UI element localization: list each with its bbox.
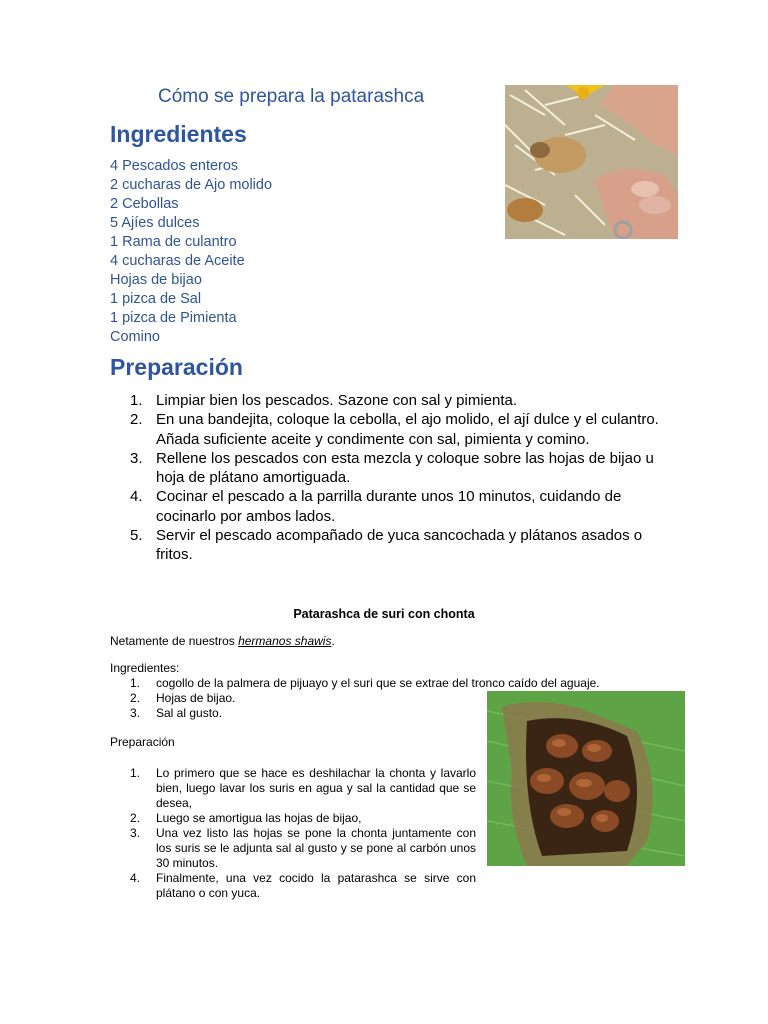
- list-item: 2. Hojas de bijao.: [130, 691, 236, 705]
- fish-filling-photo: [505, 85, 678, 239]
- preparation-steps: [130, 391, 660, 565]
- recipe-title: Cómo se prepara la patarashca: [158, 86, 425, 107]
- list-item: 4. Cocinar el pescado a la parrilla durante unos 10 minutos, cuidando de cocinarlo por ambos lados.: [130, 488, 622, 525]
- hermanos-shawis-link: hermanos shawis: [238, 634, 332, 648]
- list-item: 5. Servir el pescado acompañado de yuca sancochada y plátanos asados o fritos.: [130, 527, 643, 564]
- list-item: 1. cogollo de la palmera de pijuayo y el suri que se extrae del tronco caído del aguaje.: [130, 676, 600, 690]
- suri-patarashca-photo: [487, 691, 685, 866]
- list-item: 4 cucharas de Aceite: [110, 253, 245, 269]
- second-recipe-title: Patarashca de suri con chonta: [293, 607, 475, 621]
- ingredients-heading: Ingredientes: [110, 121, 247, 147]
- intro-text: Netamente de nuestros hermanos shawis.: [110, 634, 335, 648]
- list-item: 2 cucharas de Ajo molido: [110, 177, 273, 193]
- list-item: 5 Ajíes dulces: [110, 215, 200, 231]
- list-item: 2 Cebollas: [110, 196, 179, 212]
- list-item: Hojas de bijao: [110, 272, 202, 288]
- list-item: 2. Luego se amortigua las hojas de bijao,: [130, 811, 362, 825]
- second-preparation-steps: [130, 766, 476, 901]
- ingredients-label: Ingredientes:: [110, 661, 180, 675]
- list-item: Comino: [110, 329, 160, 345]
- ingredients-list: [110, 157, 272, 347]
- list-item: 2. En una bandejita, coloque la cebolla, el ajo molido, el ají dulce y el culantro. Añada suficiente aceite y condimente con sal, pimienta y comino.: [130, 411, 659, 448]
- preparation-label: Preparación: [110, 735, 175, 749]
- list-item: 1. Lo primero que se hace es deshilachar la chonta y lavarlo bien, luego lavar los suris en agua y sal la cantidad que se desea,: [130, 766, 476, 810]
- list-item: 3. Rellene los pescados con esta mezcla y coloque sobre las hojas de bijao u hoja de plátano amortiguada.: [130, 449, 654, 487]
- list-item: 1. Limpiar bien los pescados. Sazone con sal y pimienta.: [130, 392, 518, 409]
- list-item: 1 pizca de Sal: [110, 291, 202, 307]
- list-item: 4. Finalmente, una vez cocido la patarashca se sirve con plátano o con yuca.: [130, 871, 476, 900]
- list-item: 1 pizca de Pimienta: [110, 310, 237, 326]
- list-item: 3. Sal al gusto.: [130, 706, 223, 720]
- list-item: 3. Una vez listo las hojas se pone la chonta juntamente con los suris se le adjunta sal al gusto y se pone al carbón unos 30 minutos.: [130, 826, 476, 870]
- preparation-heading: Preparación: [110, 354, 243, 380]
- list-item: 1 Rama de culantro: [110, 234, 237, 250]
- list-item: 4 Pescados enteros: [110, 158, 239, 174]
